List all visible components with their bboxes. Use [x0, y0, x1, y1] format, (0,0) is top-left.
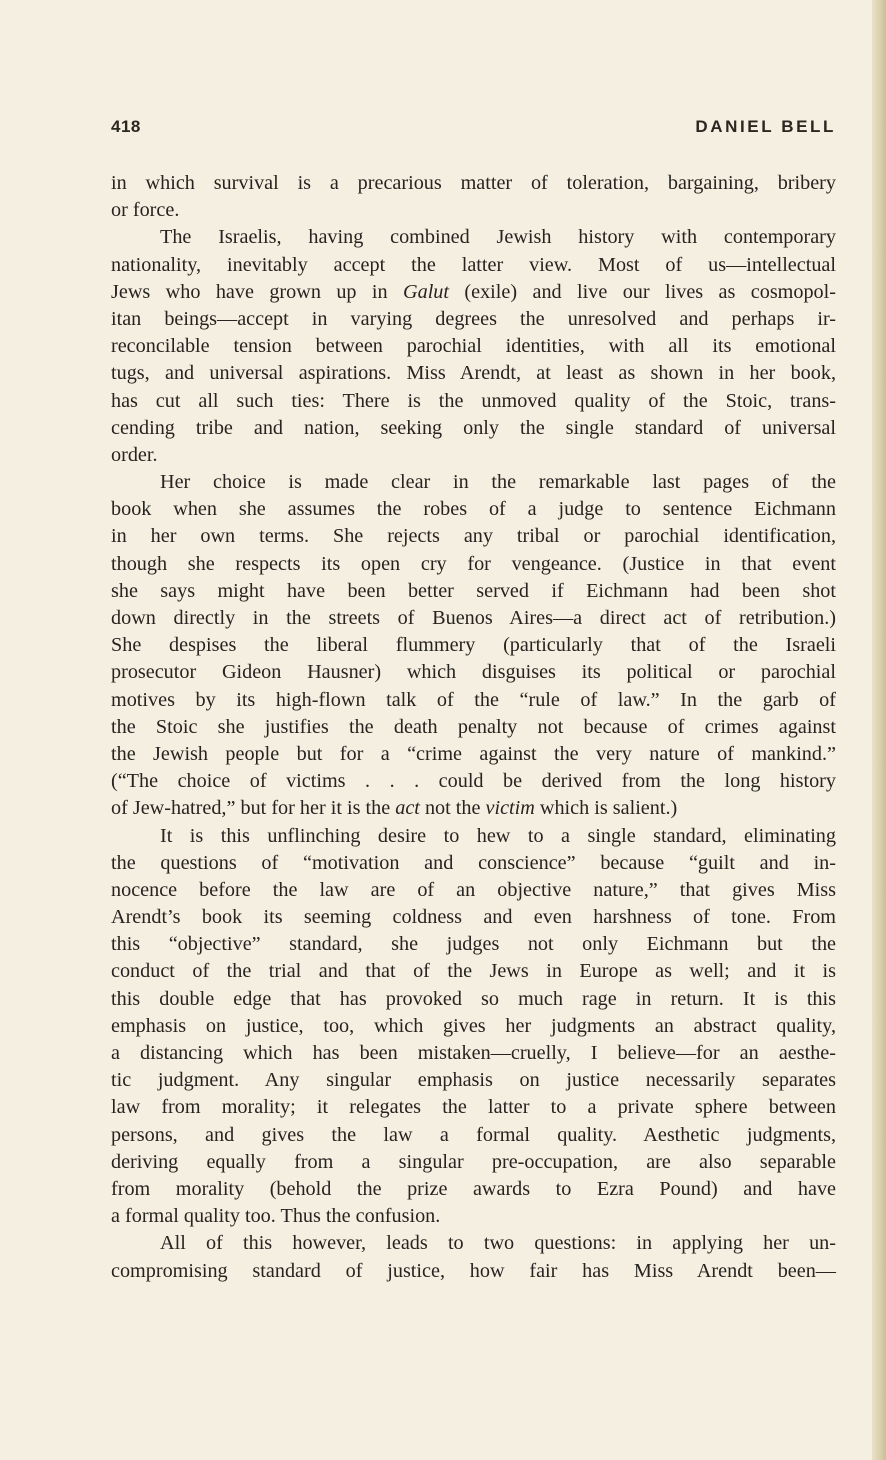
text-line: emphasis on justice, too, which gives her judgments an abstract quality, [111, 1014, 836, 1037]
text-line: (“The choice of victims . . . could be derived from the long history [111, 770, 836, 793]
text-line: in her own terms. She rejects any tribal or parochial identification, [111, 525, 836, 548]
text-line: cending tribe and nation, seeking only the single standard of universal [111, 416, 836, 439]
text-line: the Stoic she justifies the death penalty not because of crimes against [111, 715, 836, 738]
text-line: has cut all such ties: There is the unmoved quality of the Stoic, trans- [111, 389, 836, 412]
text-line: this double edge that has provoked so much rage in return. It is this [111, 987, 836, 1010]
page-edge [872, 0, 886, 1460]
text-line: tugs, and universal aspirations. Miss Arendt, at least as shown in her book, [111, 362, 836, 385]
text-segment: Jews who have grown up in [111, 280, 404, 303]
text-segment: which is salient.) [534, 797, 678, 820]
text-line: this “objective” standard, she judges not only Eichmann but the [111, 933, 836, 956]
text-line: in which survival is a precarious matter of toleration, bargaining, bribery [111, 172, 836, 194]
text-line: conduct of the trial and that of the Jews in Europe as well; and it is [111, 960, 836, 983]
text-line: persons, and gives the law a formal quality. Aesthetic judgments, [111, 1123, 836, 1146]
text-line: book when she assumes the robes of a judge to sentence Eichmann [111, 498, 836, 521]
text-line: reconcilable tension between parochial identities, with all its emotional [111, 335, 836, 358]
text-line: though she respects its open cry for vengeance. (Justice in that event [111, 552, 836, 575]
text-line: a distancing which has been mistaken—cruelly, I believe—for an aesthe- [111, 1042, 836, 1064]
text-line: Arendt’s book its seeming coldness and even harshness of tone. From [111, 906, 836, 929]
text-line: prosecutor Gideon Hausner) which disguises its political or parochial [111, 661, 836, 684]
italic-text: victim [485, 797, 535, 820]
body-text [111, 170, 836, 1285]
text-line: a formal quality too. Thus the confusion. [111, 1205, 441, 1228]
text-line: or force. [111, 199, 180, 222]
text-segment: not the [419, 797, 486, 820]
text-line: compromising standard of justice, how fair has Miss Arendt been— [111, 1259, 836, 1282]
italic-text: act [395, 797, 420, 820]
text-segment: (exile) and live our lives as cosmopol- [449, 280, 836, 303]
page-number: 418 [111, 117, 141, 136]
text-line: It is this unflinching desire to hew to a single standard, eliminating [160, 824, 836, 847]
text-line: nationality, inevitably accept the latter view. Most of us—intellectual [111, 253, 836, 276]
text-line: nocence before the law are of an objective nature,” that gives Miss [111, 878, 836, 901]
text-line: itan beings—accept in varying degrees the unresolved and perhaps ir- [111, 307, 836, 330]
text-line: the questions of “motivation and conscience” because “guilt and in- [111, 851, 836, 874]
page-header [111, 117, 836, 143]
text-line: law from morality; it relegates the latter to a private sphere between [111, 1096, 836, 1119]
text-line: deriving equally from a singular pre-occupation, are also separable [111, 1150, 836, 1173]
running-head: DANIEL BELL [695, 117, 836, 136]
text-line: She despises the liberal flummery (particularly that of the Israeli [111, 634, 836, 657]
text-line: down directly in the streets of Buenos Aires—a direct act of retribution.) [111, 607, 836, 629]
text-line: order. [111, 443, 158, 466]
text-line: she says might have been better served if Eichmann had been shot [111, 579, 836, 602]
text-line: from morality (behold the prize awards to Ezra Pound) and have [111, 1177, 836, 1200]
text-segment: of Jew-hatred,” but for her it is the [111, 797, 396, 820]
text-line: tic judgment. Any singular emphasis on justice necessarily separates [111, 1069, 836, 1092]
text-line: All of this however, leads to two questions: in applying her un- [160, 1232, 836, 1255]
italic-text: Galut [403, 280, 449, 303]
text-line: motives by its high-flown talk of the “rule of law.” In the garb of [111, 688, 836, 711]
text-line [111, 279, 836, 306]
text-line: The Israelis, having combined Jewish history with contemporary [160, 226, 836, 249]
text-line: the Jewish people but for a “crime against the very nature of mankind.” [111, 742, 836, 765]
text-line: Her choice is made clear in the remarkable last pages of the [160, 471, 836, 494]
text-line [111, 795, 836, 822]
